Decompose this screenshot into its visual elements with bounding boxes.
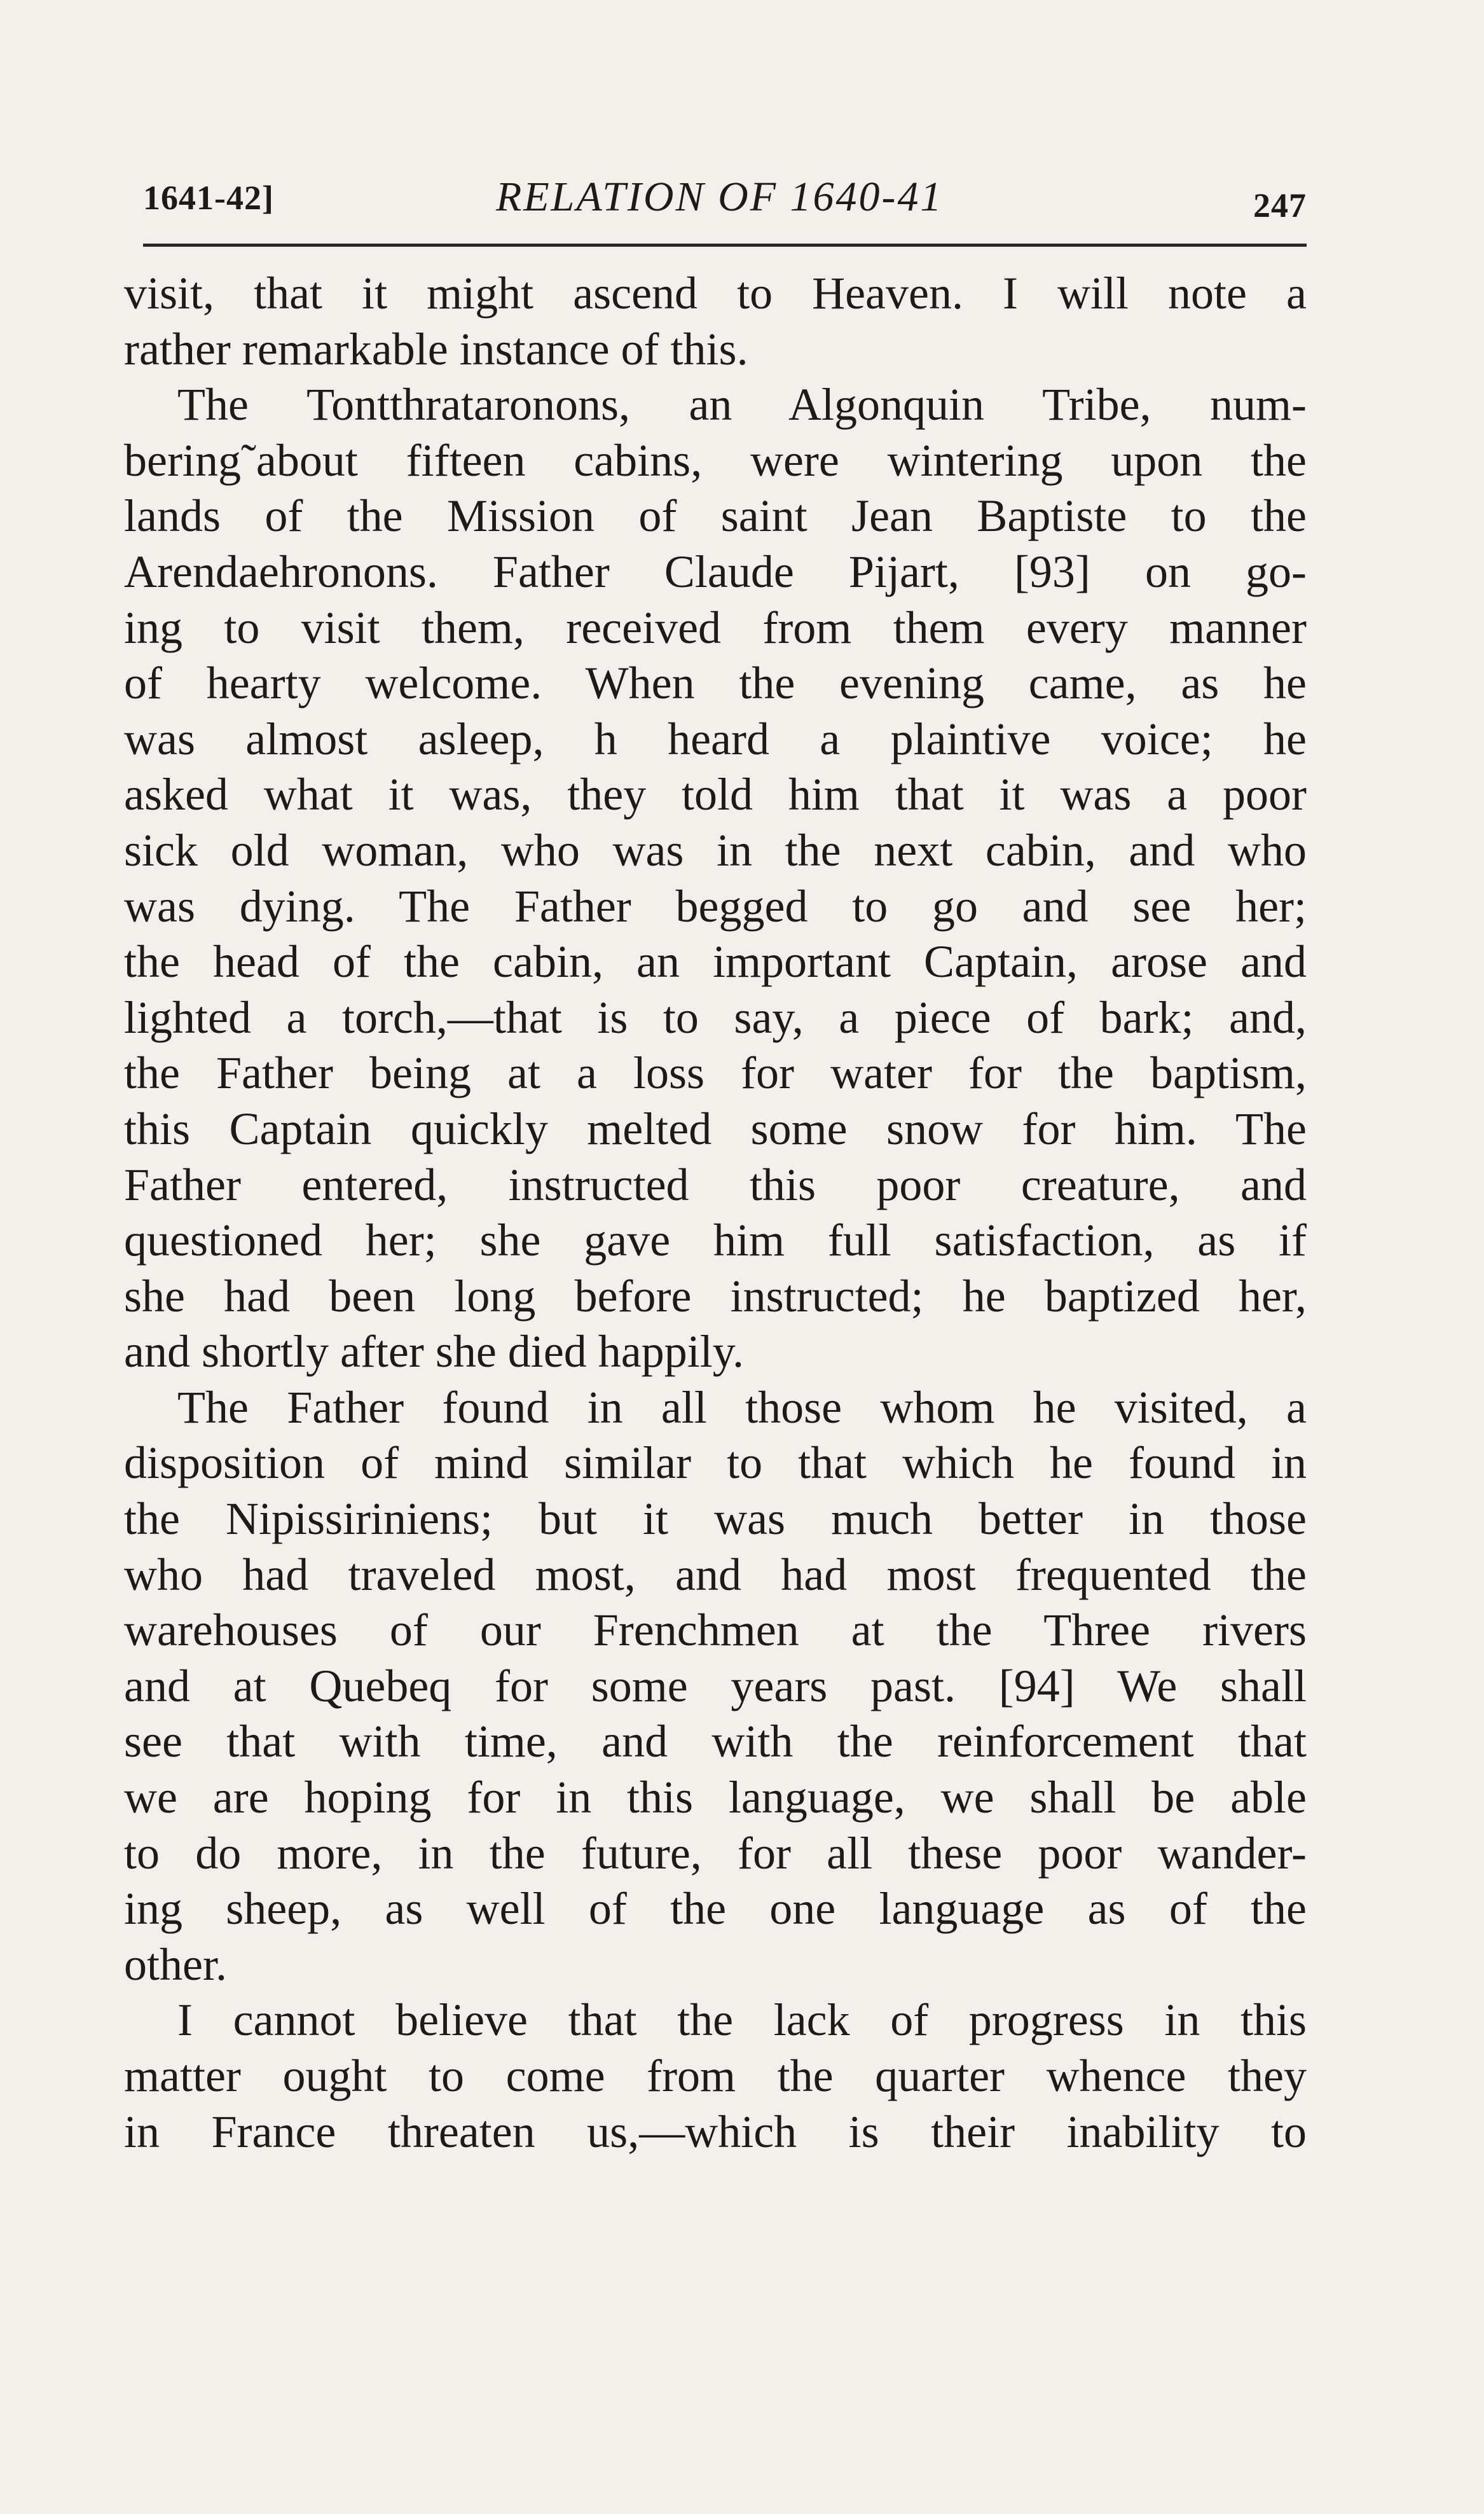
- text-line: rather remarkable instance of this.: [124, 323, 748, 375]
- text-line: I cannot believe that the lack of progress in this: [177, 1994, 1307, 2046]
- text-line: she had been long before instructed; he baptized her,: [124, 1270, 1307, 1322]
- text-line: this Captain quickly melted some snow for him. The: [124, 1103, 1307, 1154]
- text-line: Arendaehronons. Father Claude Pijart, [93] on go-: [124, 546, 1307, 597]
- text-line: matter ought to come from the quarter whence they: [124, 2050, 1307, 2101]
- text-line: The Tontthrataronons, an Algonquin Tribe, num-: [177, 379, 1307, 431]
- text-line: who had traveled most, and had most frequented the: [124, 1549, 1307, 1600]
- text-line: was dying. The Father begged to go and see her;: [124, 880, 1307, 932]
- text-line: ing to visit them, received from them every manner: [124, 602, 1307, 653]
- text-line: to do more, in the future, for all these poor wander-: [124, 1827, 1307, 1879]
- text-line: The Father found in all those whom he visited, a: [177, 1381, 1307, 1433]
- body-text: [124, 266, 1307, 2160]
- text-line: questioned her; she gave him full satisfaction, as if: [124, 1215, 1307, 1266]
- text-line: was almost asleep, h heard a plaintive voice; he: [124, 713, 1307, 764]
- text-line: disposition of mind similar to that which he found in: [124, 1437, 1307, 1489]
- text-line: and at Quebeq for some years past. [94] We shall: [124, 1660, 1307, 1711]
- text-line: lands of the Mission of saint Jean Baptiste to the: [124, 490, 1307, 542]
- text-line: the head of the cabin, an important Captain, arose and: [124, 936, 1307, 988]
- running-head-years: 1641-42]: [143, 179, 274, 217]
- text-line: warehouses of our Frenchmen at the Three rivers: [124, 1605, 1307, 1656]
- text-line: asked what it was, they told him that it was a poor: [124, 769, 1307, 820]
- text-line: of hearty welcome. When the evening came, as he: [124, 658, 1307, 709]
- text-line: and shortly after she died happily.: [124, 1326, 745, 1378]
- text-line: the Father being at a loss for water for the baptism,: [124, 1047, 1307, 1099]
- text-line: other.: [124, 1938, 227, 1990]
- text-line: in France threaten us,—which is their inability to: [124, 2106, 1307, 2157]
- text-line: sick old woman, who was in the next cabin, and who: [124, 824, 1307, 876]
- running-head-title: RELATION OF 1640-41: [496, 174, 944, 220]
- text-line: ing sheep, as well of the one language as of the: [124, 1883, 1307, 1935]
- text-line: see that with time, and with the reinforcement that: [124, 1716, 1307, 1767]
- header-rule: [143, 244, 1307, 247]
- text-line: we are hoping for in this language, we shall be able: [124, 1772, 1307, 1823]
- page-number: 247: [1253, 186, 1307, 224]
- text-line: lighted a torch,—that is to say, a piece of bark; and,: [124, 991, 1307, 1043]
- text-line: the Nipissiriniens; but it was much better in those: [124, 1493, 1307, 1545]
- running-head: [143, 167, 1307, 237]
- text-line: visit, that it might ascend to Heaven. I will note a: [124, 268, 1307, 319]
- text-line: Father entered, instructed this poor creature, and: [124, 1159, 1307, 1210]
- text-line: bering˜about fifteen cabins, were wintering upon the: [124, 434, 1307, 486]
